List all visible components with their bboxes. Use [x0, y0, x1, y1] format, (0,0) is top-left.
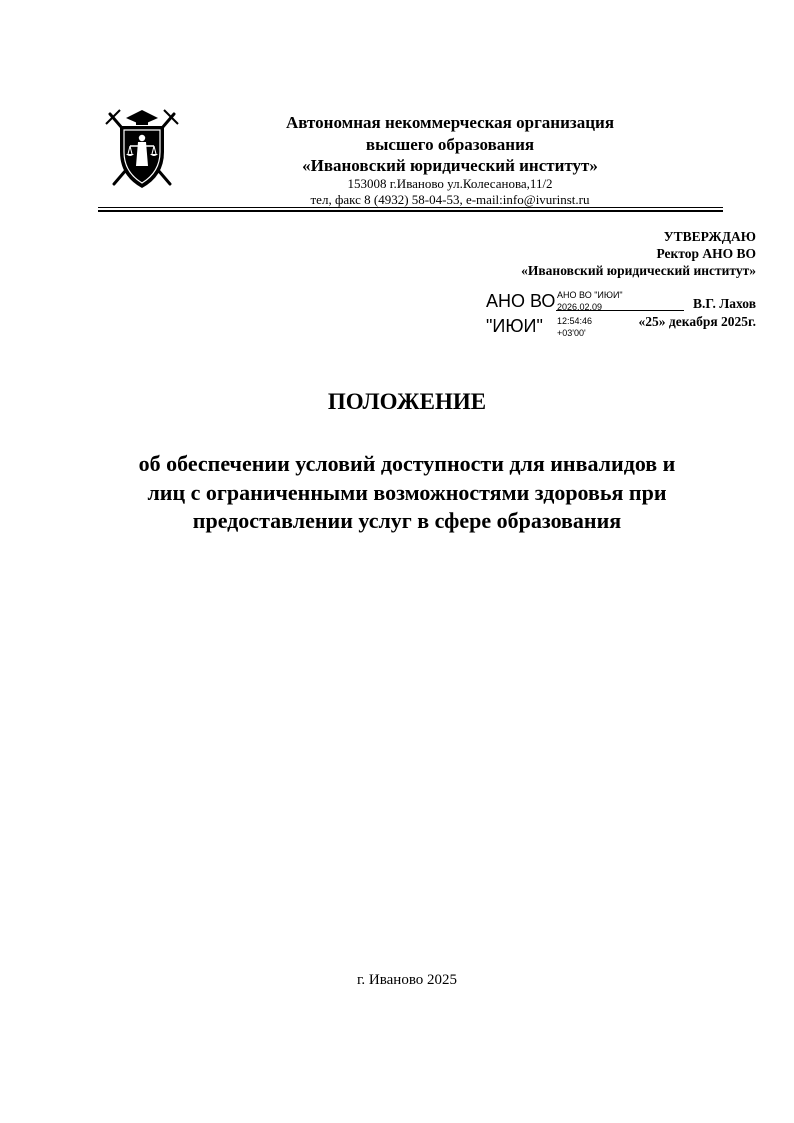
org-name-line-3: «Ивановский юридический институт»: [302, 156, 598, 175]
signature-name-line-2: "ИЮИ": [486, 316, 543, 336]
document-subject-line-1: об обеспечении условий доступности для инвалидов и: [138, 451, 676, 476]
signature-detail-line-1: АНО ВО "ИЮИ": [557, 290, 623, 300]
org-name-line-1: Автономная некоммерческая организация: [285, 113, 615, 132]
approval-date: «25» декабря 2025г.: [638, 314, 756, 329]
place-and-year: г. Иваново 2025: [356, 972, 458, 988]
org-contacts: тел, факс 8 (4932) 58-04-53, e-mail:info@ivurinst.ru: [310, 192, 590, 207]
approve-label: УТВЕРЖДАЮ: [663, 229, 756, 244]
document-subject-line-3: предоставлении услуг в сфере образования: [192, 508, 622, 533]
org-address: 153008 г.Иваново ул.Колесанова,11/2: [347, 176, 553, 191]
signature-name-line-1: АНО ВО: [486, 291, 556, 311]
document-kind-title: ПОЛОЖЕНИЕ: [327, 389, 487, 414]
signature-detail-line-3: 12:54:46: [557, 316, 593, 326]
approver-position: Ректор АНО ВО: [656, 246, 756, 261]
document-subject-line-2: лиц с ограниченными возможностями здоровья при: [147, 480, 667, 505]
header-divider-top: [98, 207, 723, 208]
header-divider-bottom: [98, 210, 723, 212]
approver-institution: «Ивановский юридический институт»: [521, 263, 756, 278]
signature-line: [556, 310, 684, 311]
signature-detail-line-2: 2026.02.09: [557, 302, 603, 312]
signer-name: В.Г. Лахов: [693, 296, 756, 311]
org-name-line-2: высшего образования: [365, 135, 535, 154]
institute-logo-icon: [104, 104, 180, 192]
signature-detail-line-4: +03'00': [557, 328, 586, 338]
